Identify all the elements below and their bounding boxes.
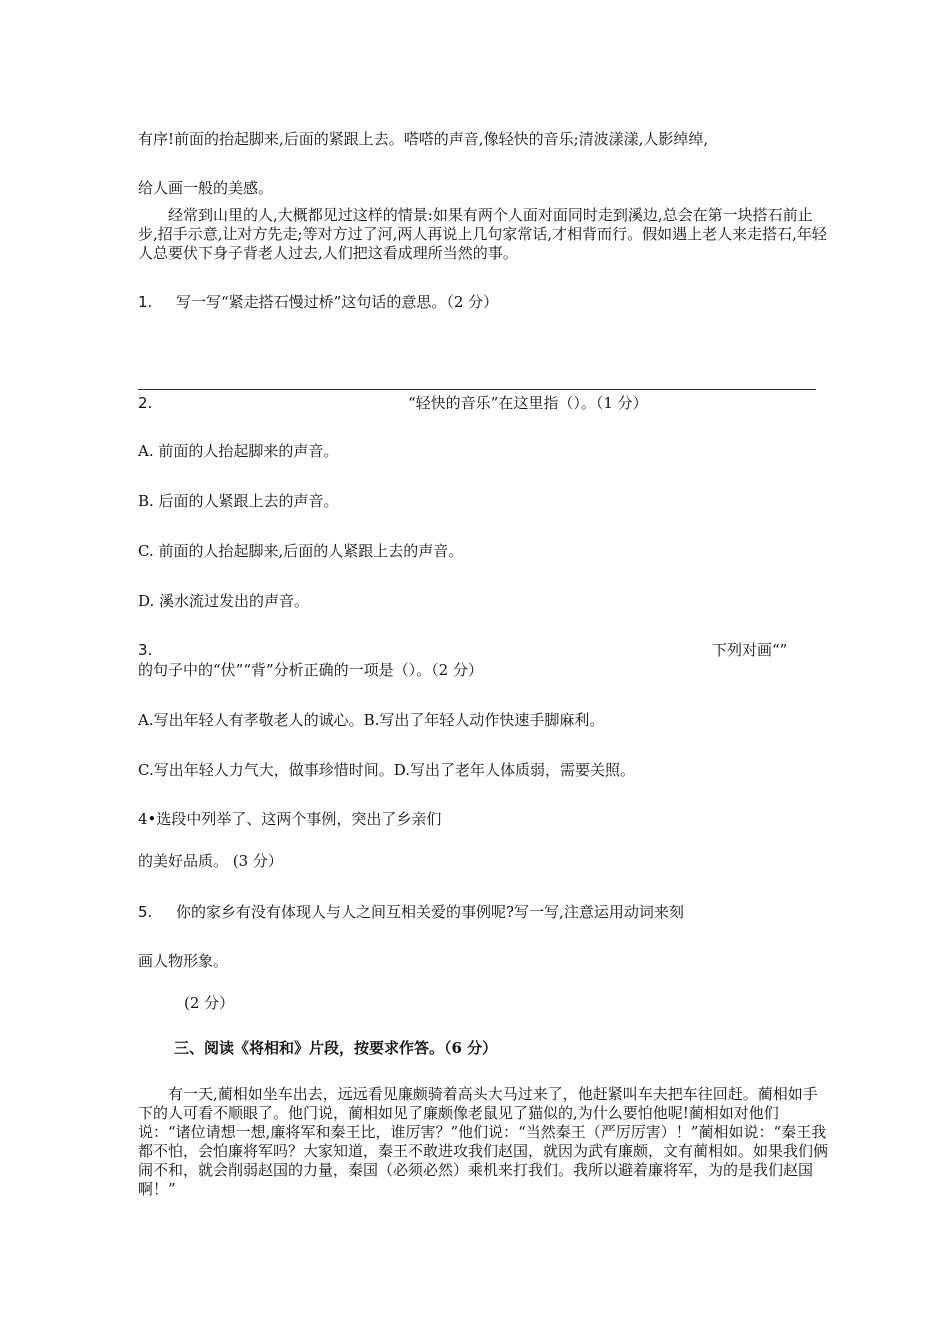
question-2-number: 2. (138, 394, 153, 412)
question-2-option-b: B. 后面的人紧跟上去的声音。 (138, 492, 339, 510)
question-1-number: 1. (138, 293, 153, 311)
question-4-line-1: 4•选段中列举了、这两个事例，突出了乡亲们 (138, 810, 442, 828)
question-2-text: “轻快的音乐”在这里指（）。（1 分） (408, 394, 648, 412)
question-5-text: 你的家乡有没有体现人与人之间互相关爱的事例呢?写一写,注意运用动词来刻 (176, 903, 684, 921)
question-5-line-2: 画人物形象。 (138, 952, 229, 970)
question-5 (138, 903, 684, 922)
question-2-option-d: D. 溪水流过发出的声音。 (138, 592, 310, 610)
question-5-number: 5. (138, 903, 153, 921)
section-3-heading: 三、阅读《将相和》片段，按要求作答。（6 分） (174, 1039, 498, 1057)
question-3-text-right: 下列对画“” (712, 641, 788, 659)
answer-line (138, 389, 816, 390)
question-3-number: 3. (138, 641, 153, 659)
question-5-score: (2 分） (184, 994, 235, 1012)
question-4-line-2: 的美好品质。 (3 分） (138, 852, 283, 870)
question-1 (138, 293, 498, 312)
question-3-options-row-2: C.写出年轻人力气大，做事珍惜时间。D.写出了老年人体质弱，需要关照。 (138, 761, 635, 779)
question-3-text: 的句子中的“伏”“背”分析正确的一项是（）。（2 分） (138, 661, 483, 679)
section-3-passage: 有一天,蔺相如坐车出去，远远看见廉颇骑着高头大马过来了，他赶紧叫车夫把车往回赶。蔺相如手下的人可看不顺眼了。他门说，蔺相如见了廉颇像老鼠见了猫似的,为什么要怕他呢!蔺相如对他们说：“诸位请想一想,廉将军和秦王比，谁厉害？”他们说：“当然秦王（严厉厉害）！”蔺相如说：“秦王我都不怕，会怕廉将军吗？大家知道，秦王不敢进攻我们赵国，就因为武有廉颇，文有蔺相如。如果我们俩闹不和，就会削弱赵国的力量，秦国（必须必然）乘机来打我们。我所以避着廉将军，为的是我们赵国啊！” (138, 1085, 829, 1198)
question-1-text: 写一写“紧走搭石慢过桥”这句话的意思。（2 分） (176, 293, 499, 311)
passage-line-1: 有序!前面的抬起脚来,后面的紧跟上去。嗒嗒的声音,像轻快的音乐;清波漾漾,人影绰绰, (138, 130, 709, 148)
question-3-options-row-1: A.写出年轻人有孝敬老人的诚心。B.写出了年轻人动作快速手脚麻利。 (138, 711, 605, 729)
passage-paragraph-2: 经常到山里的人,大概都见过这样的情景:如果有两个人面对面同时走到溪边,总会在第一块搭石前止步,招手示意,让对方先走;等对方过了河,两人再说上几句家常话,才相背而行。假如遇上老人来走搭石,年轻人总要伏下身子背老人过去,人们把这看成理所当然的事。 (138, 206, 827, 262)
question-2-option-a: A. 前面的人抬起脚来的声音。 (138, 442, 339, 460)
passage-line-2: 给人画一般的美感。 (138, 179, 274, 197)
question-2-option-c: C. 前面的人抬起脚来,后面的人紧跟上去的声音。 (138, 542, 464, 560)
